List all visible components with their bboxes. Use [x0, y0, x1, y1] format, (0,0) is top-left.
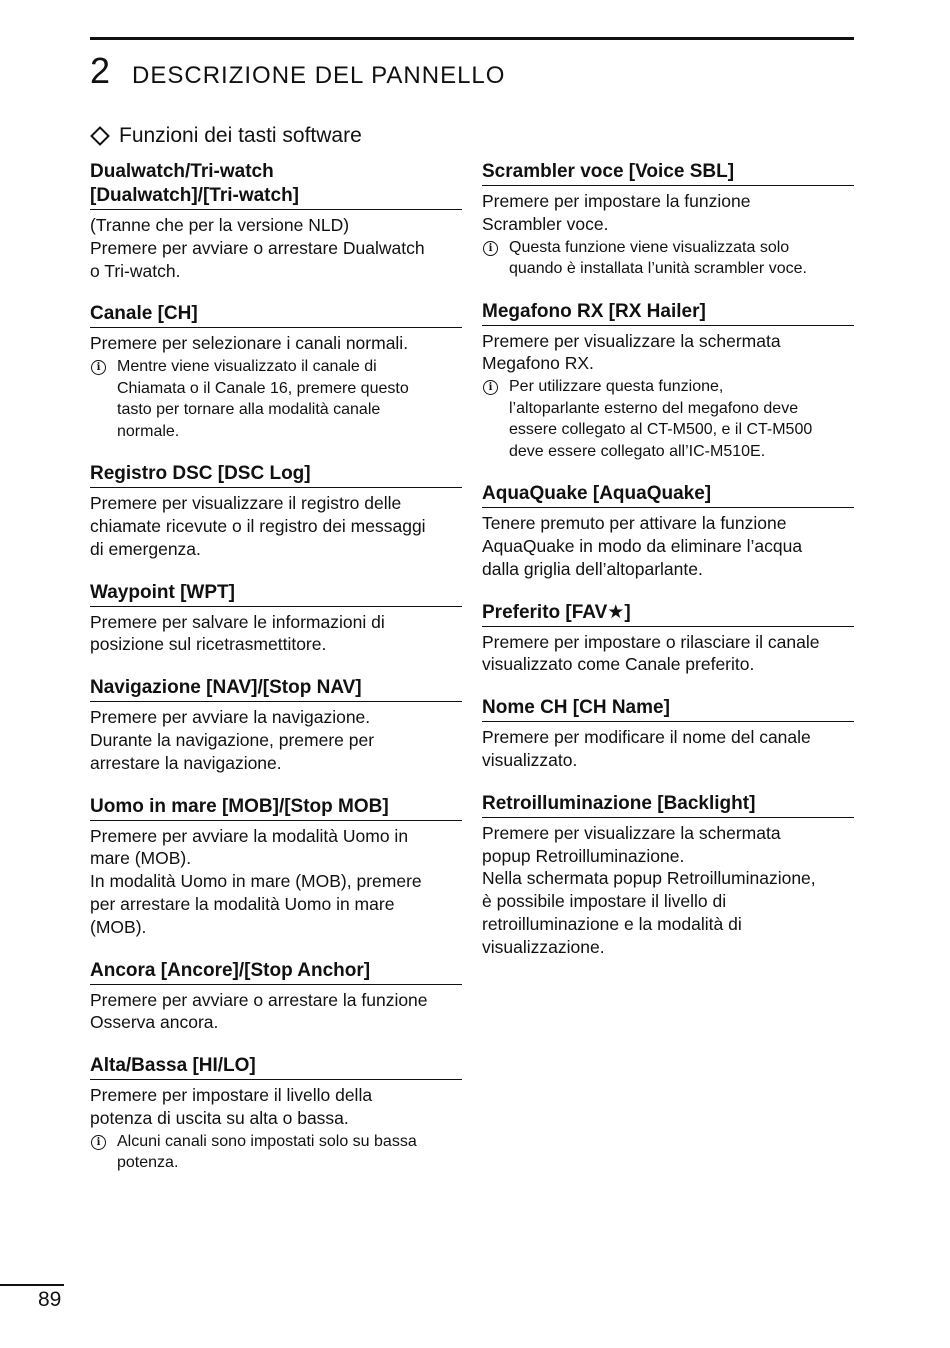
entry-text: Premere per selezionare i canali normali.	[90, 333, 409, 354]
note-text: Per utilizzare questa funzione, l’altoparlante esterno del megafono deve essere collegato al CT-M500, e il CT-M500 deve essere collegato all’IC-M510E.	[509, 378, 813, 460]
top-rule	[90, 37, 854, 40]
entry-title: AquaQuake [AquaQuake]	[482, 482, 854, 508]
entry-text: Premere per avviare o arrestare la funzione Osserva ancora.	[90, 989, 428, 1033]
footer-rule	[0, 1284, 64, 1286]
entry-title: Scrambler voce [Voice SBL]	[482, 160, 854, 186]
right-column	[482, 160, 854, 979]
entry-title: Uomo in mare [MOB]/[Stop MOB]	[90, 795, 462, 821]
diamond-icon	[90, 126, 110, 146]
entry-megafono	[482, 300, 854, 463]
entry-navigazione	[90, 676, 462, 774]
note-text: Mentre viene visualizzato il canale di Chiamata o il Canale 16, premere questo tasto per tornare alla modalità canale normale.	[117, 358, 409, 440]
entry-text: Premere per avviare la navigazione. Durante la navigazione, premere per arrestare la navigazione.	[90, 707, 375, 773]
chapter-number: 2	[90, 50, 111, 91]
entry-alta-bassa	[90, 1054, 462, 1174]
info-icon: i	[483, 380, 498, 395]
entry-registro-dsc	[90, 462, 462, 560]
entry-text: Premere per modificare il nome del canale visualizzato.	[482, 727, 811, 770]
entry-title: Megafono RX [RX Hailer]	[482, 300, 854, 326]
entry-text: Premere per avviare la modalità Uomo in mare (MOB). In modalità Uomo in mare (MOB), premere per arrestare la modalità Uomo in mare (MOB).	[90, 825, 422, 937]
note-text: Alcuni canali sono impostati solo su bassa potenza.	[117, 1132, 417, 1172]
entry-title: Waypoint [WPT]	[90, 581, 462, 607]
entry-dualwatch	[90, 160, 462, 282]
entry-title: Preferito [FAV★]	[482, 601, 854, 627]
entry-title: Alta/Bassa [HI/LO]	[90, 1054, 462, 1080]
entry-title: Canale [CH]	[90, 302, 462, 328]
chapter-title: DESCRIZIONE DEL PANNELLO	[132, 62, 506, 89]
entry-text: Premere per visualizzare la schermata popup Retroilluminazione. Nella schermata popup Retroilluminazione, è possibile impostare il livello di retroilluminazione e la modalità di visualizzazione.	[482, 822, 816, 957]
entry-waypoint	[90, 581, 462, 657]
note	[90, 356, 462, 442]
entry-title: Registro DSC [DSC Log]	[90, 462, 462, 488]
page-number: 89	[38, 1288, 62, 1311]
entry-text: (Tranne che per la versione NLD) Premere per avviare o arrestare Dualwatch o Tri-watch.	[90, 215, 425, 281]
entry-text: Premere per visualizzare la schermata Megafono RX.	[482, 330, 781, 374]
entry-aquaquake	[482, 482, 854, 580]
note	[482, 376, 854, 462]
entry-title: Ancora [Ancore]/[Stop Anchor]	[90, 959, 462, 985]
entry-text: Premere per impostare il livello della potenza di uscita su alta o bassa.	[90, 1085, 373, 1128]
entry-ancora	[90, 959, 462, 1035]
section-title: Funzioni dei tasti software	[119, 124, 362, 147]
chapter-header	[90, 50, 505, 92]
section-heading	[90, 124, 362, 148]
entry-nome-ch	[482, 696, 854, 772]
entry-text: Premere per impostare la funzione Scrambler voce.	[482, 191, 751, 234]
entry-text: Premere per salvare le informazioni di posizione sul ricetrasmettitore.	[90, 611, 385, 655]
entry-retroilluminazione	[482, 792, 854, 959]
entry-title: Navigazione [NAV]/[Stop NAV]	[90, 676, 462, 702]
left-column	[90, 160, 462, 1194]
entry-uomo-in-mare	[90, 795, 462, 939]
entry-preferito	[482, 601, 854, 677]
entry-text: Premere per visualizzare il registro delle chiamate ricevute o il registro dei messaggi di emergenza.	[90, 493, 426, 559]
note	[90, 1131, 462, 1174]
info-icon: i	[91, 1135, 106, 1150]
entry-text: Tenere premuto per attivare la funzione AquaQuake in modo da eliminare l’acqua dalla griglia dell’altoparlante.	[482, 513, 803, 579]
info-icon: i	[483, 241, 498, 256]
note	[482, 237, 854, 280]
info-icon: i	[91, 360, 106, 375]
note-text: Questa funzione viene visualizzata solo quando è installata l’unità scrambler voce.	[509, 238, 807, 278]
entry-title: Dualwatch/Tri-watch [Dualwatch]/[Tri-watch]	[90, 160, 462, 210]
entry-scrambler	[482, 160, 854, 280]
entry-text: Premere per impostare o rilasciare il canale visualizzato come Canale preferito.	[482, 631, 820, 675]
entry-title: Retroilluminazione [Backlight]	[482, 792, 854, 818]
entry-canale	[90, 302, 462, 442]
entry-title: Nome CH [CH Name]	[482, 696, 854, 722]
